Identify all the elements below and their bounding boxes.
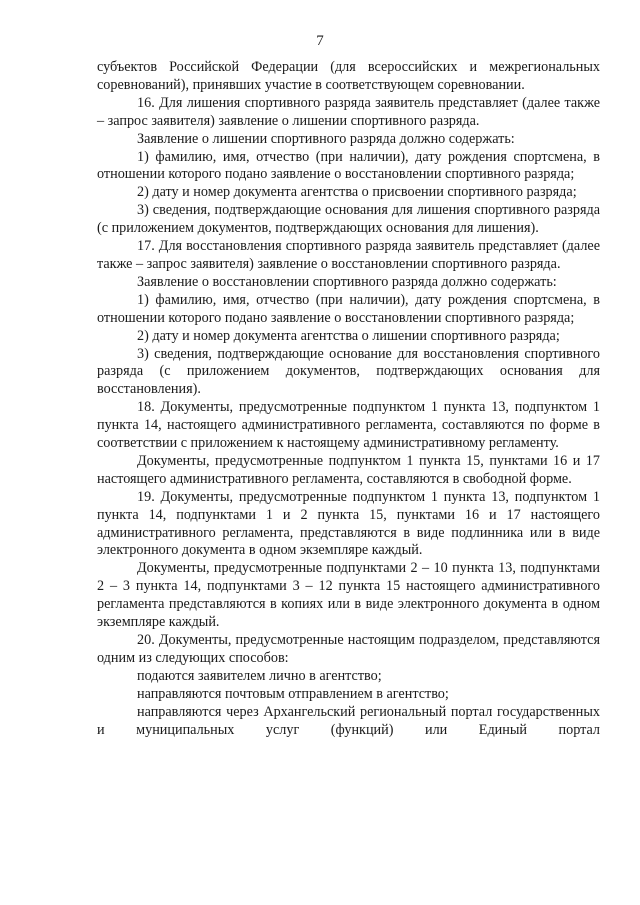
document-body	[97, 59, 600, 739]
paragraph-restoration-content: Заявление о восстановлении спортивного разряда должно содержать:	[137, 273, 557, 290]
paragraph-copies: Документы, предусмотренные подпунктами 2 – 10 пункта 13, подпунктами 2 – 3 пункта 14, подпунктами 3 – 12 пункта 15 настоящего административного регламента представляются в копиях или в виде электронного документа в одном экземпляре каждый.	[97, 560, 600, 631]
list-item-method-1: подаются заявителем лично в агентство;	[137, 667, 382, 684]
list-item-restoration-3: 3) сведения, подтверждающие основание для восстановления спортивного разряда (с приложением документов, подтверждающих основания для восстановления).	[97, 345, 600, 398]
list-item-method-2: направляются почтовым отправлением в агентство;	[137, 685, 449, 702]
paragraph-continuation: субъектов Российской Федерации (для всероссийских и межрегиональных соревнований), принявших участие в соответствующем соревновании.	[97, 59, 600, 93]
paragraph-19: 19. Документы, предусмотренные подпунктом 1 пункта 13, подпунктом 1 пункта 14, подпунктами 1 и 2 пункта 15, пунктами 16 и 17 настоящего административного регламента, представляются в виде подлинника или в виде электронного документа в одном экземпляре каждый.	[97, 488, 600, 559]
list-item-method-3: направляются через Архангельский региональный портал государственных и муниципальных услуг (функций) или Единый портал	[97, 703, 600, 738]
paragraph-17: 17. Для восстановления спортивного разряда заявитель представляет (далее также – запрос заявителя) заявление о восстановлении спортивного разряда.	[97, 238, 600, 272]
paragraph-deprivation-content: Заявление о лишении спортивного разряда должно содержать:	[137, 130, 515, 147]
paragraph-20: 20. Документы, предусмотренные настоящим подразделом, представляются одним из следующих способов:	[97, 632, 600, 666]
list-item-deprivation-3: 3) сведения, подтверждающие основания для лишения спортивного разряда (с приложением документов, подтверждающих основания для лишения).	[97, 202, 600, 237]
list-item-restoration-2: 2) дату и номер документа агентства о лишении спортивного разряда;	[137, 327, 560, 344]
paragraph-free-form: Документы, предусмотренные подпунктом 1 пункта 15, пунктами 16 и 17 настоящего административного регламента, составляются в свободной форме.	[97, 452, 600, 487]
list-item-deprivation-2: 2) дату и номер документа агентства о присвоении спортивного разряда;	[137, 184, 577, 201]
list-item-restoration-1: 1) фамилию, имя, отчество (при наличии), дату рождения спортсмена, в отношении которого подано заявление о восстановлении спортивного разряда;	[97, 291, 600, 326]
paragraph-16: 16. Для лишения спортивного разряда заявитель представляет (далее также – запрос заявителя) заявление о лишении спортивного разряда.	[97, 94, 600, 129]
paragraph-18: 18. Документы, предусмотренные подпунктом 1 пункта 13, подпунктом 1 пункта 14, настоящего административного регламента, составляются по форме в соответствии с приложением к настоящему административному регламенту.	[97, 399, 600, 452]
page-number: 7	[316, 33, 324, 49]
list-item-deprivation-1: 1) фамилию, имя, отчество (при наличии), дату рождения спортсмена, в отношении которого подано заявление о восстановлении спортивного разряда;	[97, 148, 600, 183]
